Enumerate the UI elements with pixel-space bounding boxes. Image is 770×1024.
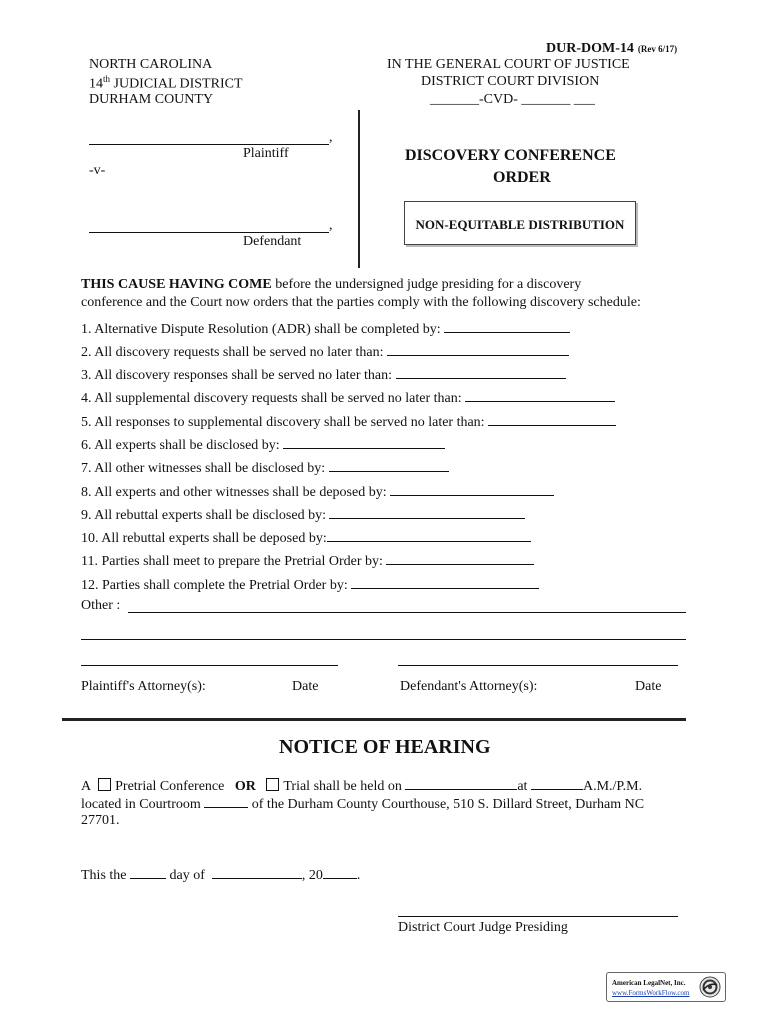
ampm-label: A.M./P.M. [582, 779, 643, 794]
globe-logo-icon [699, 976, 721, 998]
hearing-line [81, 777, 642, 795]
trial-checkbox[interactable] [266, 778, 279, 791]
item-text: 3. All discovery responses shall be served no later than: [81, 368, 393, 383]
item-text: 10. All rebuttal experts shall be deposed by: [81, 531, 327, 546]
courtroom-blank[interactable] [204, 795, 248, 808]
schedule-item [81, 389, 615, 407]
date-blank[interactable] [283, 436, 445, 449]
item-text: 6. All experts shall be disclosed by: [81, 438, 280, 453]
hearing-time-blank[interactable] [531, 777, 583, 790]
item-text: 8. All experts and other witnesses shall be deposed by: [81, 485, 387, 500]
this-the-label: This the [81, 868, 127, 883]
year-prefix: , 20 [301, 868, 323, 883]
intro-line1 [81, 277, 581, 293]
plaintiff-attorney-label: Plaintiff's Attorney(s): [81, 679, 206, 694]
intro-line2: conference and the Court now orders that the parties comply with the following discovery schedule: [81, 295, 641, 310]
date-blank[interactable] [390, 483, 554, 496]
defendant-attorney-label: Defendant's Attorney(s): [400, 679, 538, 694]
case-number: _______-CVD- _______ ___ [430, 92, 595, 107]
other-line-1[interactable] [128, 612, 686, 613]
schedule-item [81, 506, 525, 524]
plaintiff-label: Plaintiff [243, 146, 289, 161]
dated-line [81, 866, 360, 884]
schedule-item [81, 343, 569, 361]
footer-url[interactable]: www.FormsWorkFlow.com [612, 989, 690, 997]
notice-title: NOTICE OF HEARING [279, 736, 491, 758]
day-of-label: day of [169, 868, 205, 883]
judge-signature-line[interactable] [398, 916, 678, 917]
district-number: 14 [89, 76, 103, 92]
judge-label: District Court Judge Presiding [398, 920, 568, 935]
defendant-date-label: Date [635, 679, 662, 694]
schedule-item [81, 436, 445, 454]
court-label: IN THE GENERAL COURT OF JUSTICE [387, 57, 630, 72]
order-title-line2: ORDER [493, 169, 551, 186]
schedule-item [81, 529, 531, 547]
order-type-label: NON-EQUITABLE DISTRIBUTION [415, 217, 625, 232]
section-divider [62, 718, 686, 721]
schedule-item [81, 576, 539, 594]
item-text: 9. All rebuttal experts shall be disclosed by: [81, 508, 326, 523]
district-text: JUDICIAL DISTRICT [110, 76, 243, 92]
date-blank[interactable] [444, 320, 570, 333]
schedule-item [81, 320, 570, 338]
form-code-text: DUR-DOM-14 [546, 41, 634, 56]
item-text: 12. Parties shall complete the Pretrial Order by: [81, 578, 348, 593]
caption-divider [358, 110, 360, 268]
county-label: DURHAM COUNTY [89, 92, 214, 107]
order-type-box [404, 201, 636, 245]
division-label: DISTRICT COURT DIVISION [421, 74, 600, 89]
form-code [546, 39, 677, 57]
date-blank[interactable] [465, 389, 615, 402]
date-blank[interactable] [488, 413, 616, 426]
month-blank[interactable] [212, 866, 302, 879]
plaintiff-name-line[interactable] [89, 144, 329, 145]
zip-line: 27701. [81, 813, 120, 828]
other-label: Other : [81, 598, 121, 613]
day-blank[interactable] [130, 866, 166, 879]
district-suffix: th [103, 74, 111, 84]
item-text: 2. All discovery requests shall be served no later than: [81, 345, 384, 360]
form-revision: (Rev 6/17) [637, 44, 678, 54]
plaintiff-attorney-signature-line[interactable] [81, 665, 338, 666]
date-blank[interactable] [329, 459, 449, 472]
hearing-a: A [81, 779, 92, 794]
trial-label: Trial shall be held on [283, 779, 402, 794]
pretrial-label: Pretrial Conference [115, 779, 225, 794]
schedule-item [81, 366, 566, 384]
judicial-district [89, 74, 243, 93]
defendant-attorney-signature-line[interactable] [398, 665, 678, 666]
plaintiff-date-label: Date [292, 679, 319, 694]
or-label: OR [234, 779, 256, 794]
date-blank[interactable] [387, 343, 569, 356]
item-text: 7. All other witnesses shall be disclosed by: [81, 461, 326, 476]
versus-label: -v- [89, 163, 106, 178]
item-text: 4. All supplemental discovery requests shall be served no later than: [81, 391, 462, 406]
defendant-name-line[interactable] [89, 232, 329, 233]
other-line-2[interactable] [81, 639, 686, 640]
schedule-item [81, 552, 534, 570]
hearing-date-blank[interactable] [405, 777, 517, 790]
defendant-label: Defendant [243, 234, 302, 249]
courtroom-line [81, 795, 644, 813]
item-text: 11. Parties shall meet to prepare the Pretrial Order by: [81, 554, 383, 569]
pretrial-checkbox[interactable] [98, 778, 111, 791]
item-text: 5. All responses to supplemental discovery shall be served no later than: [81, 415, 485, 430]
schedule-item [81, 413, 616, 431]
item-text: 1. Alternative Dispute Resolution (ADR) shall be completed by: [81, 322, 441, 337]
schedule-item [81, 483, 554, 501]
plaintiff-comma: , [329, 130, 333, 145]
intro-rest: before the undersigned judge presiding for a discovery [271, 277, 582, 292]
date-blank[interactable] [351, 576, 539, 589]
state-label: NORTH CAROLINA [89, 57, 213, 72]
date-blank[interactable] [327, 529, 531, 542]
located-label: located in Courtroom [81, 797, 201, 812]
courthouse-address: of the Durham County Courthouse, 510 S. Dillard Street, Durham NC [251, 797, 645, 812]
order-title-line1: DISCOVERY CONFERENCE [405, 147, 616, 164]
date-blank[interactable] [386, 552, 534, 565]
at-label: at [517, 779, 528, 794]
date-blank[interactable] [329, 506, 525, 519]
intro-bold: THIS CAUSE HAVING COME [81, 277, 272, 292]
defendant-comma: , [329, 218, 333, 233]
period: . [356, 868, 361, 883]
footer-badge [606, 972, 726, 1002]
date-blank[interactable] [396, 366, 566, 379]
year-blank[interactable] [323, 866, 357, 879]
footer-company: American LegalNet, Inc. [612, 979, 686, 987]
schedule-item [81, 459, 449, 477]
